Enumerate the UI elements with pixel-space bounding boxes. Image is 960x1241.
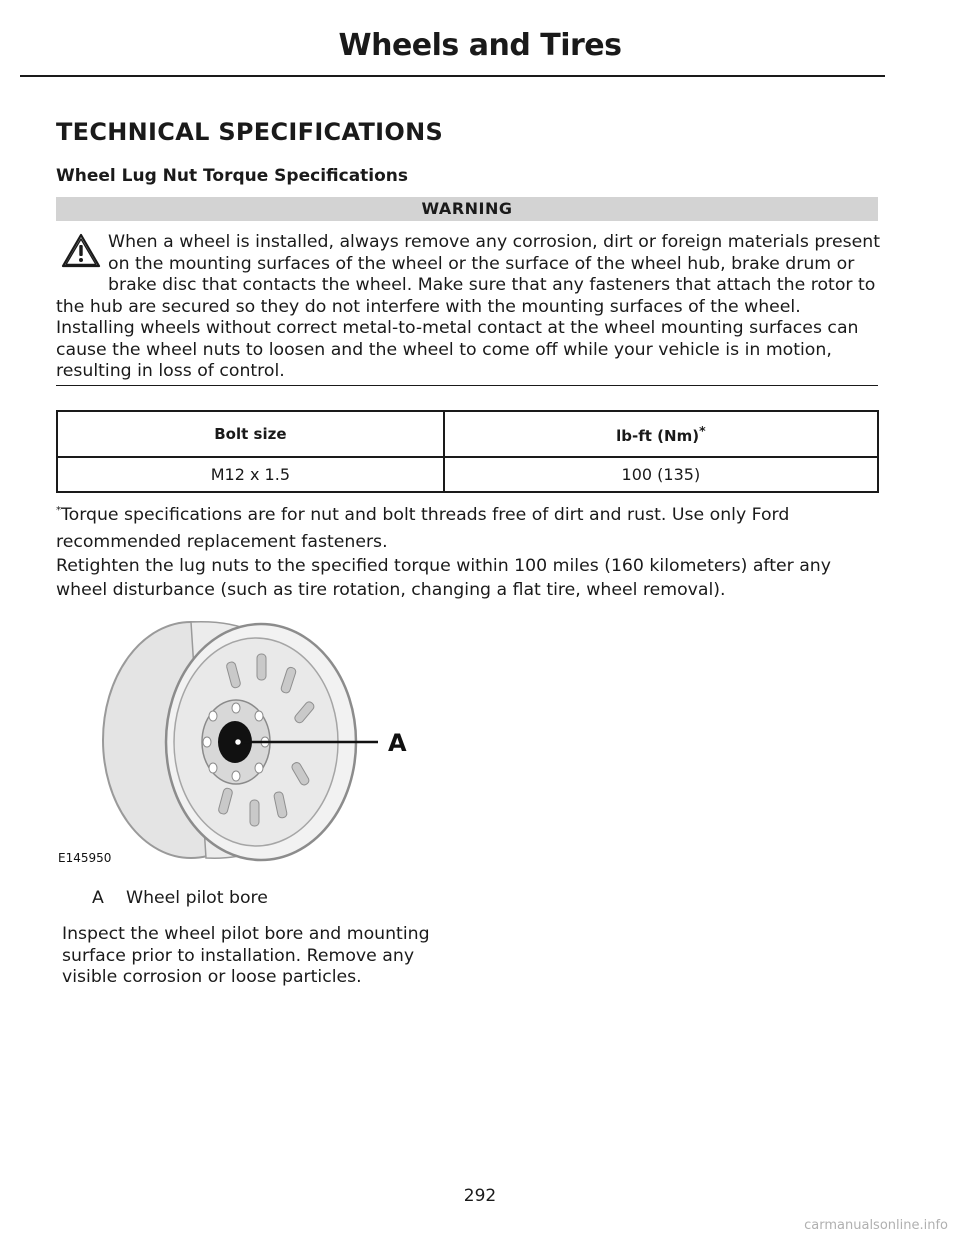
figure-id: E145950 — [58, 851, 112, 865]
page-number: 292 — [463, 1186, 497, 1206]
figure-callout-letter: A — [388, 729, 407, 757]
footnote — [56, 497, 886, 556]
table-cell-torque: 100 (135) — [444, 457, 878, 492]
table-cell-bolt-size: M12 x 1.5 — [57, 457, 444, 492]
table-header-row — [57, 411, 878, 457]
callout-label: Wheel pilot bore — [126, 888, 268, 908]
subsection-title: Wheel Lug Nut Torque Specifications — [56, 166, 409, 186]
torque-spec-table — [56, 410, 879, 493]
warning-text — [56, 232, 882, 383]
section-title: TECHNICAL SPECIFICATIONS — [56, 118, 444, 146]
watermark: carmanualsonline.info — [804, 1218, 948, 1233]
column-header-torque: lb-ft (Nm)* — [444, 411, 878, 457]
retighten-paragraph: Retighten the lug nuts to the specified torque within 100 miles (160 kilometers) after any wheel disturbance (such as tire rotation, changing a flat tire, wheel removal). — [56, 556, 831, 600]
callout-legend-item — [62, 888, 442, 908]
wheel-illustration — [56, 612, 436, 872]
page-header-title: Wheels and Tires — [338, 28, 622, 63]
header-divider — [20, 75, 885, 77]
warning-divider — [56, 385, 878, 386]
footnote-mark: * — [56, 505, 61, 516]
column-header-bolt-size: Bolt size — [57, 411, 444, 457]
table-row — [57, 457, 878, 492]
inspect-paragraph: Inspect the wheel pilot bore and mounting surface prior to installation. Remove any visible corrosion or loose particles. — [62, 924, 430, 987]
warning-label: WARNING — [56, 197, 878, 221]
footnote-text: Torque specifications are for nut and bolt threads free of dirt and rust. Use only Ford recommended replacement fasteners. — [56, 504, 790, 552]
warning-body: When a wheel is installed, always remove any corrosion, dirt or foreign materials present on the mounting surfaces of the wheel or the surface of the wheel hub, brake drum or brake disc that contacts the wheel. Make sure that any fasteners that attach the rotor to the hub are secured so they do not interfere with the mounting surfaces of the wheel. Installing wheels without correct metal-to-metal contact at the wheel mounting surfaces can cause the wheel nuts to loosen and the wheel to come off while your vehicle is in motion, resulting in loss of control. — [56, 232, 881, 381]
footnote-mark: * — [699, 423, 706, 438]
callout-key: A — [92, 888, 104, 908]
